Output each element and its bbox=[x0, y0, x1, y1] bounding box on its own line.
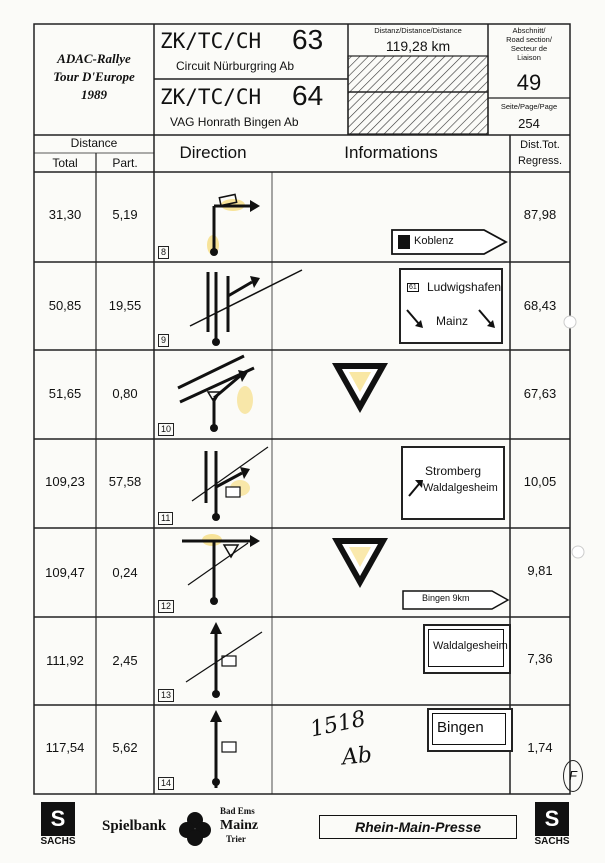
sachs-s-icon: S bbox=[41, 802, 75, 836]
tulip-diagram-8 bbox=[180, 176, 270, 260]
bingen-arrow-sign bbox=[402, 590, 510, 615]
margin-mark: F bbox=[563, 760, 583, 792]
row-total: 111,92 bbox=[46, 653, 84, 668]
sachs-s-icon: S bbox=[535, 802, 569, 836]
total-header: Total bbox=[52, 156, 78, 170]
ludwigshafen-label: Ludwigshafen bbox=[427, 280, 502, 294]
bingen-sign bbox=[427, 708, 513, 752]
stage2-code: ZK/TC/CH bbox=[160, 85, 262, 109]
direction-header: Direction bbox=[179, 143, 247, 162]
regress-header-line2: Regress. bbox=[517, 155, 563, 167]
section-label-line: Abschnitt/ bbox=[512, 26, 546, 35]
row-regress: 9,81 bbox=[527, 563, 553, 578]
event-name: ADAC-Rallye bbox=[57, 51, 131, 66]
distance-header: Distance bbox=[70, 136, 118, 150]
tulip-diagram-11 bbox=[180, 443, 272, 525]
row-part: 57,58 bbox=[108, 474, 142, 489]
regress-header bbox=[510, 137, 570, 169]
trier-text: Trier bbox=[226, 834, 246, 844]
stage1-name: Circuit Nürburgring Ab bbox=[176, 59, 295, 73]
event-subtitle: Tour D'Europe bbox=[53, 69, 135, 84]
informations-header: Informations bbox=[344, 143, 438, 162]
row-part: 19,55 bbox=[108, 298, 142, 313]
row-number: 12 bbox=[158, 600, 174, 613]
bingen-distance-label: Bingen 9km bbox=[422, 593, 470, 603]
koblenz-sign bbox=[390, 228, 510, 261]
row-part: 0,80 bbox=[112, 386, 138, 401]
page-value: 254 bbox=[518, 116, 540, 131]
tulip-diagram-14 bbox=[180, 708, 272, 792]
mainz-text: Mainz bbox=[220, 818, 259, 833]
row-part: 5,19 bbox=[112, 207, 138, 222]
waldalgesheim-sign bbox=[423, 624, 511, 674]
bingen-label: Bingen bbox=[437, 719, 484, 736]
row-regress: 1,74 bbox=[527, 740, 553, 755]
yield-sign bbox=[329, 360, 391, 416]
tulip-diagram-9 bbox=[180, 266, 305, 348]
row-regress: 67,63 bbox=[523, 386, 557, 401]
section-label-line: Liaison bbox=[517, 53, 541, 62]
stromberg-label: Stromberg bbox=[425, 464, 482, 478]
row-total: 117,54 bbox=[45, 740, 85, 755]
sachs-logo-left bbox=[36, 802, 80, 852]
motorway-badge: 61 bbox=[409, 284, 417, 291]
row-number: 11 bbox=[158, 512, 173, 525]
handwritten-initials: Ab bbox=[340, 742, 374, 771]
waldalgesheim-label: Waldalgesheim bbox=[423, 482, 498, 494]
rhein-main-presse-logo bbox=[319, 815, 517, 839]
row-regress: 7,36 bbox=[527, 651, 553, 666]
distance-label: Distanz/Distance/Distance bbox=[374, 26, 462, 35]
part-header: Part. bbox=[112, 156, 138, 170]
ludwigshafen-mainz-sign bbox=[399, 268, 503, 344]
waldalgesheim-label: Waldalgesheim bbox=[433, 640, 508, 652]
row-total: 109,47 bbox=[45, 565, 85, 580]
section-label-line: Secteur de bbox=[510, 44, 548, 53]
sign-arrow-icon bbox=[405, 478, 425, 500]
row-regress: 10,05 bbox=[523, 474, 557, 489]
row-regress: 87,98 bbox=[523, 207, 557, 222]
event-title bbox=[36, 50, 152, 104]
row-regress: 68,43 bbox=[523, 298, 557, 313]
section-label-line: Road section/ bbox=[506, 35, 552, 44]
sachs-text: SACHS bbox=[534, 836, 570, 847]
row-part: 2,45 bbox=[112, 653, 138, 668]
row-total: 51,65 bbox=[48, 386, 82, 401]
row-total: 31,30 bbox=[48, 207, 82, 222]
sachs-logo-right bbox=[530, 802, 574, 852]
tulip-diagram-10 bbox=[170, 354, 270, 436]
handwritten-time: 1518 bbox=[308, 706, 368, 743]
section-label bbox=[489, 26, 569, 62]
stromberg-sign bbox=[401, 446, 505, 520]
rhein-main-presse-text: Rhein-Main-Presse bbox=[354, 819, 482, 835]
section-value: 49 bbox=[516, 70, 542, 95]
distance-value: 119,28 km bbox=[385, 38, 451, 54]
sachs-text: SACHS bbox=[40, 836, 76, 847]
stage1-code: ZK/TC/CH bbox=[160, 29, 262, 53]
clover-icon bbox=[175, 808, 215, 848]
spielbank-text: Spielbank bbox=[102, 818, 167, 834]
regress-header-line1: Dist.Tot. bbox=[520, 139, 560, 151]
row-number: 13 bbox=[158, 689, 174, 702]
mainz-label: Mainz bbox=[436, 314, 469, 328]
row-number: 10 bbox=[158, 423, 174, 436]
row-number: 8 bbox=[158, 246, 169, 259]
row-total: 50,85 bbox=[48, 298, 82, 313]
row-total: 109,23 bbox=[45, 474, 85, 489]
yield-sign bbox=[329, 535, 391, 591]
row-part: 5,62 bbox=[112, 740, 138, 755]
page-label: Seite/Page/Page bbox=[500, 102, 558, 111]
tulip-diagram-13 bbox=[180, 620, 272, 702]
row-number: 14 bbox=[158, 777, 174, 790]
tulip-diagram-12 bbox=[176, 531, 268, 613]
row-part: 0,24 bbox=[112, 565, 138, 580]
stage2-name: VAG Honrath Bingen Ab bbox=[170, 115, 299, 129]
row-number: 9 bbox=[158, 334, 169, 347]
bad-ems-text: Bad Ems bbox=[220, 806, 255, 816]
event-year: 1989 bbox=[81, 87, 107, 102]
koblenz-label: Koblenz bbox=[414, 235, 454, 247]
stage2-number: 64 bbox=[292, 80, 324, 111]
stage1-number: 63 bbox=[292, 24, 324, 55]
